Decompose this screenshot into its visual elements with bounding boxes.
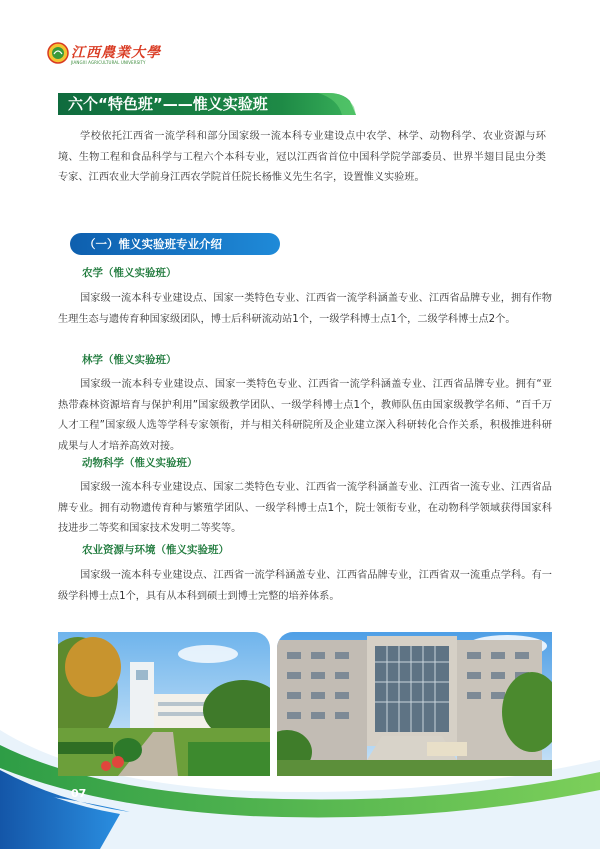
page-number: 07 [71,787,87,800]
campus-building-photo [277,632,552,776]
subsection-title: （一）惟义实验班专业介绍 [84,237,222,251]
intro-paragraph: 学校依托江西省一流学科和部分国家级一流本科专业建设点中农学、林学、动物科学、农业资源与环境、生物工程和食品科学与工程六个本科专业，冠以江西省首位中国科学院学部委员、世界半翅目昆虫分类专家、江西农业大学前身江西农学院首任院长杨惟义先生名字，设置惟义实验班。 [58,131,546,183]
major-heading-agronomy: 农学（惟义实验班） [82,267,177,279]
major-heading-animal-science: 动物科学（惟义实验班） [82,457,198,469]
section-title-banner [58,93,356,115]
logo-name-cn: 江西農業大學 [71,45,161,61]
major-heading-forestry: 林学（惟义实验班） [82,354,177,366]
major-body-agri-resources: 国家级一流本科专业建设点、江西省一流学科涵盖专业、江西省品牌专业，江西省双一流重点学科。有一级学科博士点1个，具有从本科到硕士到博士完整的培养体系。 [58,570,552,602]
campus-garden-photo [58,632,270,776]
logo-name-en: JIANGXI AGRICULTURAL UNIVERSITY [71,60,146,65]
major-heading-agri-resources: 农业资源与环境（惟义实验班） [82,544,229,556]
university-logo [47,42,161,70]
major-body-agronomy: 国家级一流本科专业建设点、国家一类特色专业、江西省一流学科涵盖专业、江西省品牌专业，拥有作物生理生态与遗传育种国家级团队，博士后科研流动站1个，一级学科博士点1个，二级学科博士点2个。 [58,293,552,325]
major-body-animal-science: 国家级一流本科专业建设点、国家二类特色专业、江西省一流学科涵盖专业、江西省一流专业、江西省品牌专业。拥有动物遗传育种与繁殖学团队、一级学科博士点1个，院士领衔专业，在动物科学领域获得国家科技进步二等奖和国家技术发明二等奖等。 [58,482,552,534]
section-title: 六个“特色班”——惟义实验班 [68,95,268,113]
major-body-forestry: 国家级一流本科专业建设点、国家一类特色专业、江西省一流学科涵盖专业、江西省品牌专业。拥有“亚热带森林资源培育与保护利用”国家级教学团队、一级学科博士点1个，教师队伍由国家级教学名师、“百千万人才工程”国家级人选等学科专家领衔，并与相关科研院所及企业建立深入科研转化合作关系，积极推进科研成果与人才培养高效对接。 [58,379,552,452]
university-emblem-icon [47,42,69,64]
subsection-title-banner [70,233,280,255]
